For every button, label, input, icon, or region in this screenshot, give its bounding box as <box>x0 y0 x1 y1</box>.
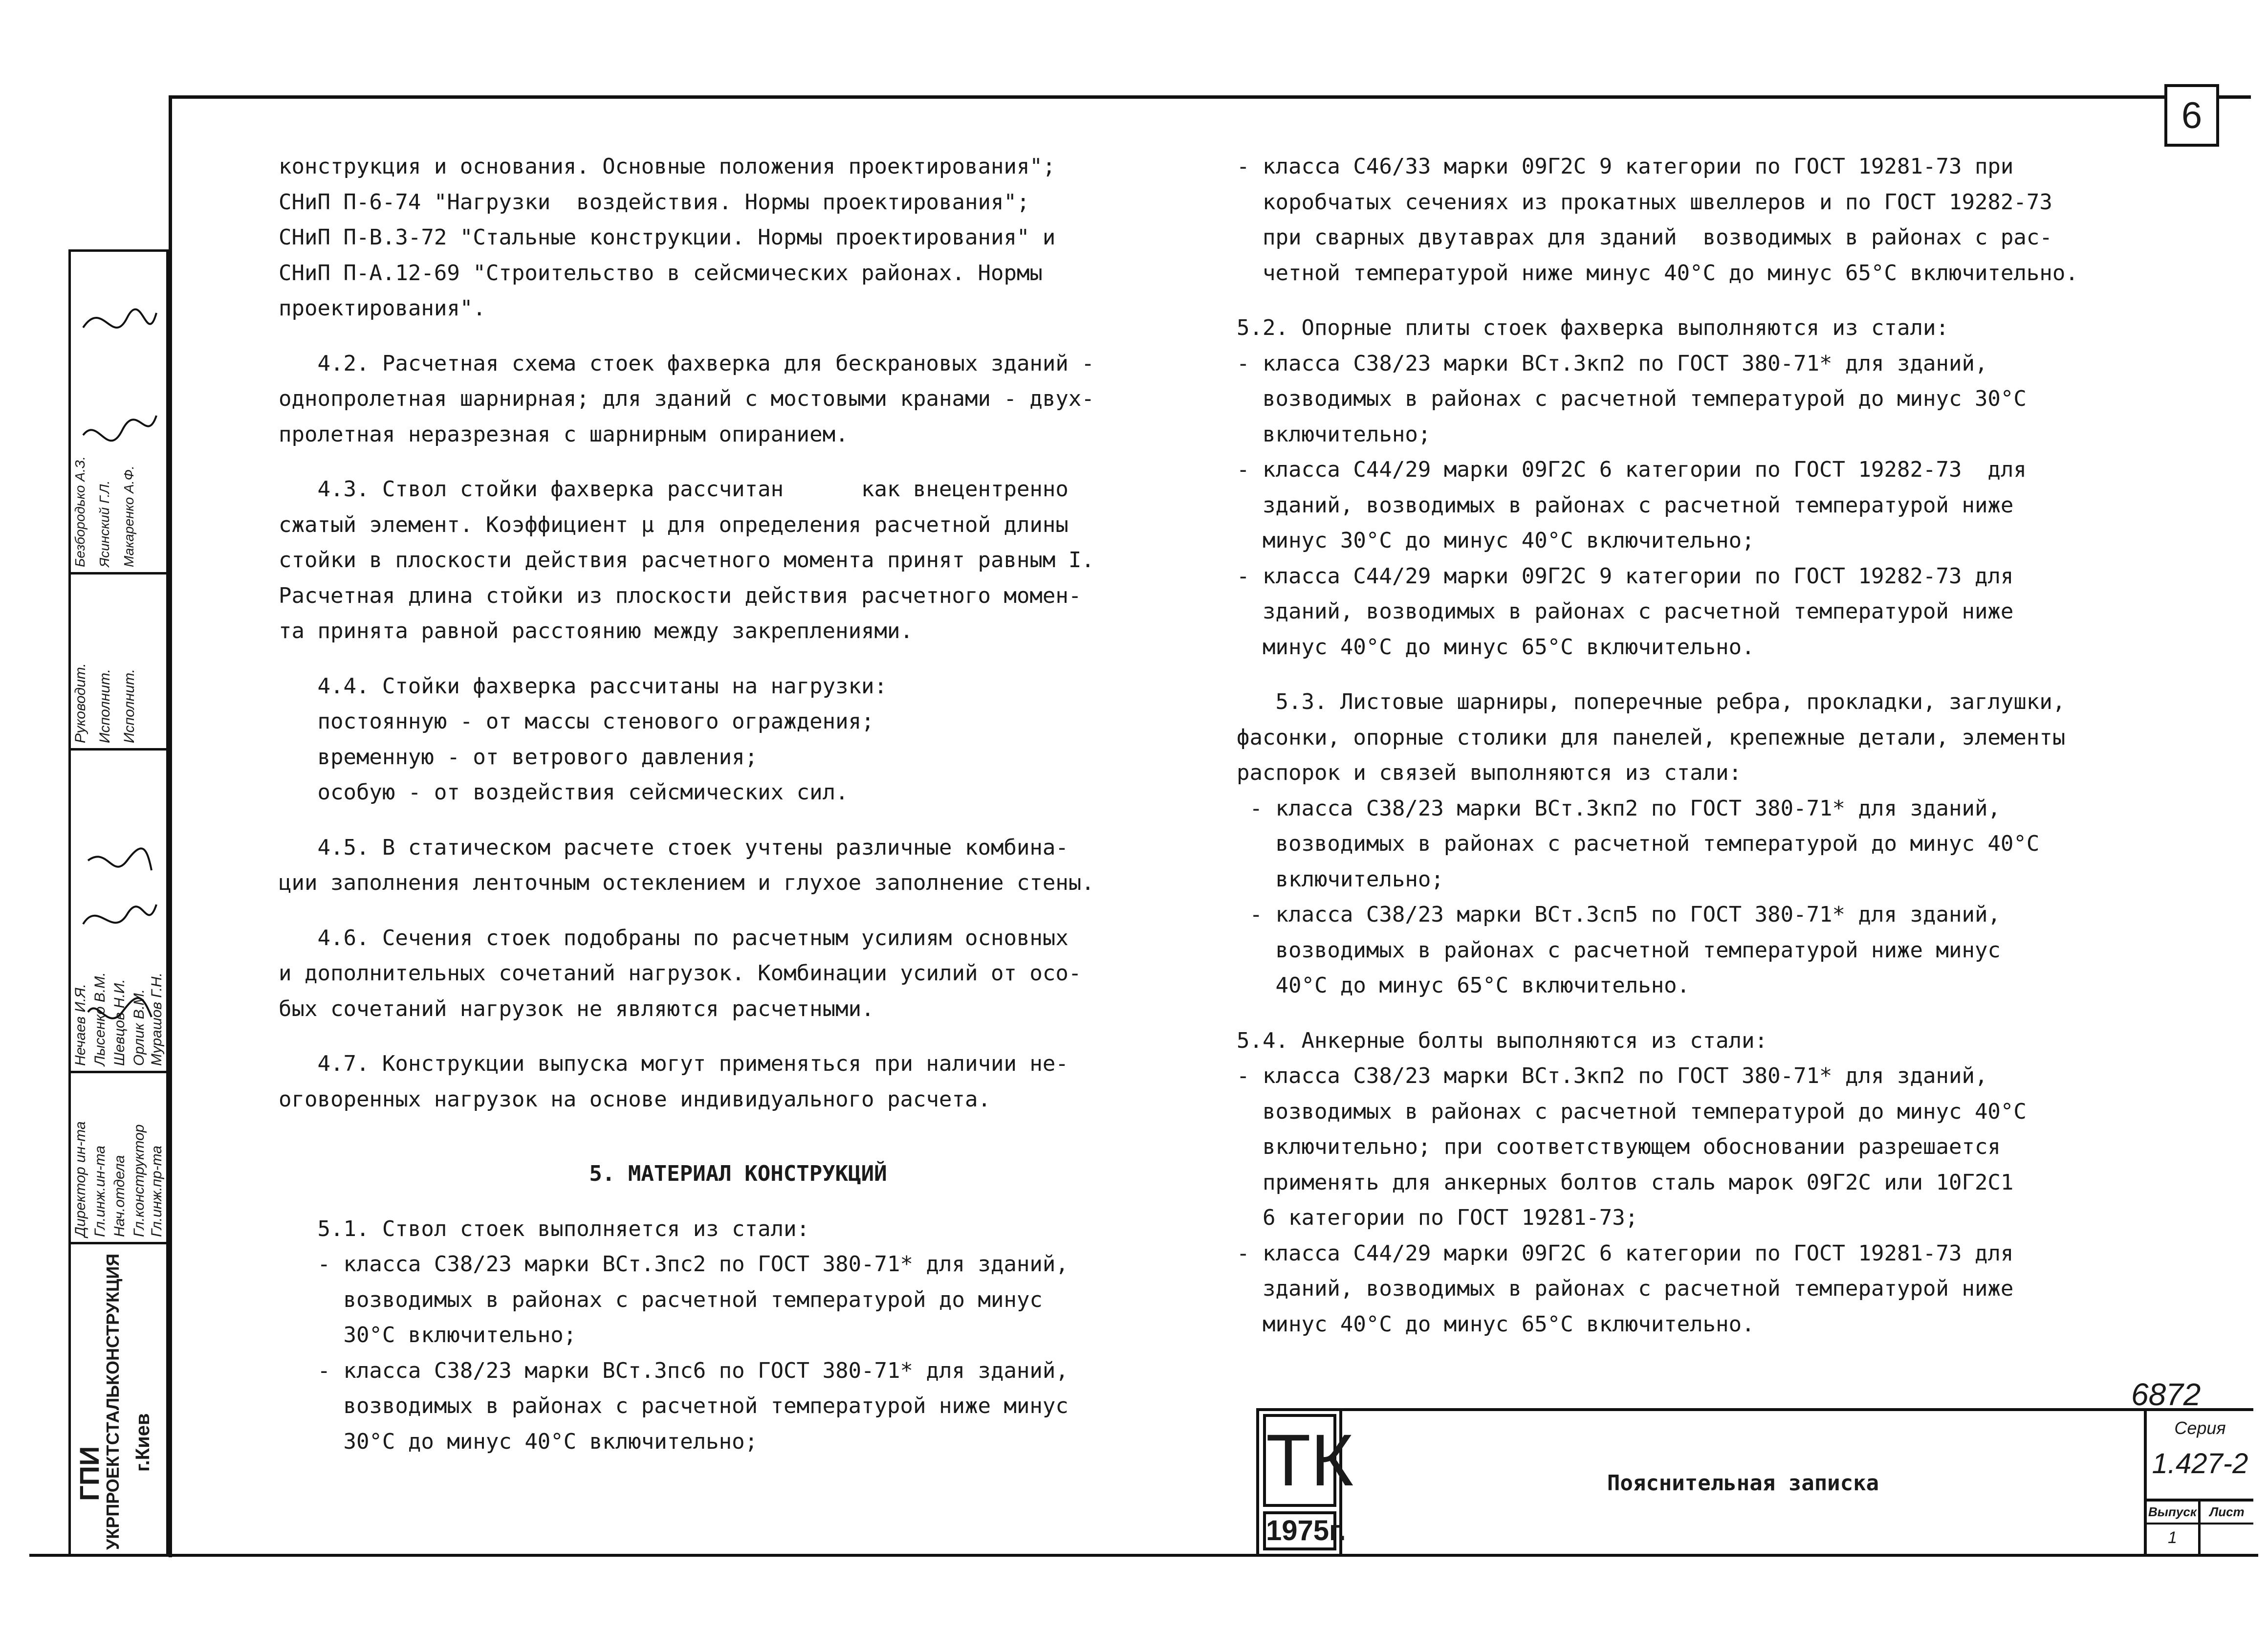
stamp-role: Исполнит. <box>97 668 113 743</box>
paragraph-gap <box>279 1192 1198 1212</box>
page-number: 6 <box>2164 84 2219 147</box>
text-line: распорок и связей выполняются из стали: <box>1237 760 1742 785</box>
stamp-name: Орлик В.М. <box>131 989 147 1066</box>
text-line: пролетная неразрезная с шарнирным опиранием. <box>279 421 849 447</box>
stamp-org-full: УКРПРОЕКТСТАЛЬКОНСТРУКЦИЯ <box>103 1253 123 1550</box>
text-line: 5.3. Листовые шарниры, поперечные ребра, прокладки, заглушки, <box>1237 689 2066 714</box>
text-line: включительно; при соответствующем обосновании разрешается <box>1237 1134 2001 1159</box>
text-line: - класса С44/29 марки 09Г2С 6 категории по ГОСТ 19282-73 для <box>1237 457 2027 482</box>
stamp-role: Гл.инж.пр-та <box>149 1146 165 1237</box>
paragraph-gap <box>279 811 1198 830</box>
text-line: 4.5. В статическом расчете стоек учтены различные комбина- <box>279 835 1069 860</box>
paragraph-gap <box>279 1027 1198 1046</box>
text-line: 30°С до минус 40°С включительно; <box>279 1429 758 1454</box>
text-line: 40°С до минус 65°С включительно. <box>1237 973 1690 998</box>
text-column-left <box>279 149 1198 1459</box>
stamp-role: Гл.инж.ин-та <box>92 1146 108 1237</box>
text-line: временную - от ветрового давления; <box>279 744 758 770</box>
text-line: четной температурой ниже минус 40°С до минус 65°С включительно. <box>1237 260 2078 286</box>
sheet-code: 6872 <box>2131 1377 2201 1412</box>
tk-year: 1975г. <box>1263 1511 1336 1550</box>
stamp-role: Нач.отдела <box>111 1155 128 1237</box>
text-line: - класса С38/23 марки ВСт.3сп5 по ГОСТ 380-71* для зданий, <box>1237 902 2001 927</box>
text-line: возводимых в районах с расчетной температурой ниже минус <box>1237 937 2001 963</box>
signature <box>88 998 152 1018</box>
stamp-org-short: ГПИ <box>74 1446 105 1501</box>
stamp-role: Гл.конструктор <box>131 1124 147 1237</box>
text-line: - класса С38/23 марки ВСт.3кп2 по ГОСТ 380-71* для зданий, <box>1237 351 1988 376</box>
text-line: однопролетная шарнирная; для зданий с мостовыми кранами - двух- <box>279 386 1094 411</box>
text-line: - класса С38/23 марки ВСт.3пс2 по ГОСТ 380-71* для зданий, <box>279 1252 1069 1277</box>
paragraph-gap <box>279 649 1198 669</box>
text-line: сжатый элемент. Коэффициент μ для определения расчетной длины <box>279 512 1069 537</box>
text-line: 4.4. Стойки фахверка рассчитаны на нагрузки: <box>279 673 888 699</box>
tk-cell <box>1259 1411 1354 1555</box>
stamp-role: Исполнит. <box>121 668 137 743</box>
paragraph-gap <box>1237 665 2239 685</box>
signature <box>83 416 156 441</box>
text-line: 4.7. Конструкции выпуска могут применяться при наличии не- <box>279 1051 1069 1076</box>
issue-value: 1 <box>2168 1528 2177 1547</box>
stamp-name: Лысенко В.М. <box>92 972 108 1066</box>
text-column-right <box>1237 149 2239 1342</box>
stamp-name: Шевцов Н.И. <box>111 979 128 1066</box>
signature <box>88 848 152 870</box>
stamp-name: Нечаев И.Я. <box>72 983 88 1066</box>
stamp-role: Руководит. <box>72 663 88 743</box>
stamp-name: Безбородько А.З. <box>72 456 87 567</box>
issue-sheet-cells <box>2147 1502 2253 1555</box>
text-line: - класса С44/29 марки 09Г2С 9 категории по ГОСТ 19282-73 для <box>1237 563 2014 589</box>
text-line: СНиП П-В.3-72 "Стальные конструкции. Нормы проектирования" и <box>279 225 1056 250</box>
text-line: 5.2. Опорные плиты стоек фахверка выполняются из стали: <box>1237 315 1949 340</box>
signatures <box>68 249 169 1555</box>
text-line: зданий, возводимых в районах с расчетной температурой ниже <box>1237 599 2014 624</box>
series-label: Серия <box>2174 1418 2226 1438</box>
text-line: возводимых в районах с расчетной температурой до минус 40°С <box>1237 831 2040 856</box>
text-line: минус 40°С до минус 65°С включительно. <box>1237 634 1755 660</box>
series-cell <box>2144 1411 2253 1555</box>
text-line: стойки в плоскости действия расчетного момента принят равным I. <box>279 548 1094 573</box>
paragraph-gap <box>1237 1004 2239 1023</box>
text-line: минус 40°С до минус 65°С включительно. <box>1237 1311 1755 1337</box>
text-line: включительно; <box>1237 421 1431 447</box>
text-line: возводимых в районах с расчетной температурой до минус 30°С <box>1237 386 2027 411</box>
signature <box>83 309 156 328</box>
stamp-role: Директор ин-та <box>72 1121 88 1237</box>
text-line: зданий, возводимых в районах с расчетной температурой ниже <box>1237 1276 2014 1301</box>
text-line: зданий, возводимых в районах с расчетной температурой ниже <box>1237 492 2014 518</box>
approval-stamp <box>68 249 169 1555</box>
title-block <box>1256 1408 2253 1555</box>
paragraph-gap <box>279 1117 1198 1137</box>
paragraph-gap <box>279 327 1198 346</box>
text-line: и дополнительных сочетаний нагрузок. Комбинации усилий от осо- <box>279 961 1082 986</box>
stamp-name: Мурашов Г.Н. <box>149 972 165 1066</box>
sheet-label: Лист <box>2201 1502 2253 1525</box>
text-line: 4.3. Ствол стойки фахверка рассчитан как внецентренно <box>279 477 1069 502</box>
text-line: - класса С44/29 марки 09Г2С 6 категории по ГОСТ 19281-73 для <box>1237 1240 2014 1266</box>
text-line: та принята равной расстоянию между закреплениями. <box>279 619 914 643</box>
stamp-name: Макаренко А.Ф. <box>121 465 136 567</box>
text-line: ции заполнения ленточным остеклением и глухое заполнение стены. <box>279 870 1094 895</box>
issue-label: Выпуск <box>2147 1502 2198 1525</box>
text-line: возводимых в районах с расчетной температурой ниже минус <box>279 1393 1069 1418</box>
paragraph-gap <box>279 901 1198 921</box>
text-line: 4.6. Сечения стоек подобраны по расчетным усилиям основных <box>279 925 1069 950</box>
paragraph-gap <box>279 1137 1198 1156</box>
text-line: - класса С38/23 марки ВСт.3кп2 по ГОСТ 380-71* для зданий, <box>1237 1063 1988 1088</box>
text-line: бых сочетаний нагрузок не являются расчетными. <box>279 996 874 1021</box>
text-line: 5.4. Анкерные болты выполняются из стали: <box>1237 1028 1768 1053</box>
text-line: Расчетная длина стойки из плоскости действия расчетного момен- <box>279 583 1082 608</box>
text-line: применять для анкерных болтов сталь марок 09Г2С или 10Г2С1 <box>1237 1170 2014 1195</box>
text-line: возводимых в районах с расчетной температурой до минус <box>279 1287 1043 1312</box>
text-line: 30°С включительно; <box>279 1323 577 1348</box>
text-line: при сварных двутаврах для зданий возводимых в районах с рас- <box>1237 225 2052 250</box>
text-line: СНиП П-А.12-69 "Строительство в сейсмических районах. Нормы <box>279 260 1043 286</box>
text-line: постоянную - от массы стенового ограждения; <box>279 709 874 734</box>
document-title: Пояснительная записка <box>1607 1470 1879 1496</box>
text-line: минус 30°С до минус 40°С включительно; <box>1237 528 1755 553</box>
stamp-city: г.Киев <box>132 1413 153 1472</box>
sheet-cell <box>2201 1502 2253 1555</box>
text-line: возводимых в районах с расчетной температурой до минус 40°С <box>1237 1099 2027 1124</box>
text-line: 5. МАТЕРИАЛ КОНСТРУКЦИЙ <box>589 1161 887 1186</box>
text-line: конструкция и основания. Основные положения проектирования"; <box>279 154 1056 179</box>
text-line: СНиП П-6-74 "Нагрузки воздействия. Нормы проектирования"; <box>279 189 1030 215</box>
stamp-name: Ясинский Г.Л. <box>97 480 112 567</box>
series-box <box>2147 1411 2253 1502</box>
series-value: 1.427-2 <box>2152 1448 2248 1480</box>
text-line: особую - от воздействия сейсмических сил. <box>279 780 849 805</box>
text-line: проектирования". <box>279 296 486 321</box>
text-line: включительно; <box>1237 866 1444 892</box>
text-line: оговоренных нагрузок на основе индивидуального расчета. <box>279 1086 991 1112</box>
text-line: - класса С46/33 марки 09Г2С 9 категории по ГОСТ 19281-73 при <box>1237 154 2014 179</box>
paragraph-gap <box>279 452 1198 472</box>
paragraph-gap <box>1237 291 2239 310</box>
text-line: 6 категории по ГОСТ 19281-73; <box>1237 1205 1638 1230</box>
issue-cell <box>2147 1502 2201 1555</box>
text-line: - класса С38/23 марки ВСт.3кп2 по ГОСТ 380-71* для зданий, <box>1237 795 2001 821</box>
tk-mark: ТК <box>1263 1414 1336 1507</box>
signature <box>83 905 156 924</box>
text-line: 4.2. Расчетная схема стоек фахверка для бескрановых зданий - <box>279 351 1094 376</box>
text-line: - класса С38/23 марки ВСт.3пс6 по ГОСТ 380-71* для зданий, <box>279 1358 1069 1383</box>
text-line: фасонки, опорные столики для панелей, крепежные детали, элементы <box>1237 725 2066 750</box>
text-line: коробчатых сечениях из прокатных швеллеров и по ГОСТ 19282-73 <box>1237 189 2052 215</box>
text-line: 5.1. Ствол стоек выполняется из стали: <box>279 1216 810 1241</box>
